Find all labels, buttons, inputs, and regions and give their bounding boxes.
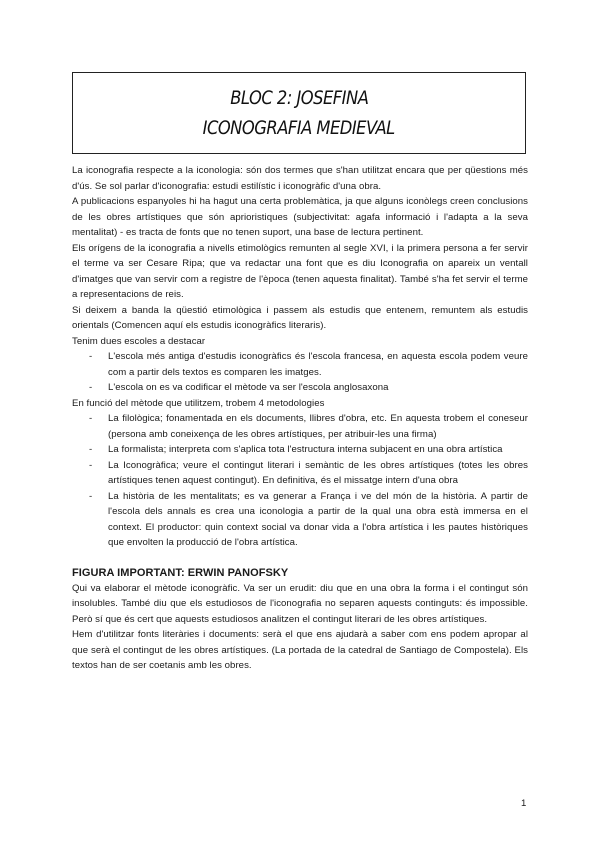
list-item [72,380,528,396]
list-item-text: L'escola on es va codificar el mètode va ser l'escola anglosaxona [108,382,389,393]
list-item [72,349,528,380]
list-item-text: La formalista; interpreta com s'aplica tota l'estructura interna subjacent en una obra artística [108,444,503,455]
list-item-text: La història de les mentalitats; es va generar a França i ve del món de la història. A partir de l'escola dels annals es crea una iconologia a partir de la qual una obra està immersa en el context. El productor: quin context social va donar vida a l'obra artística i les pautes històriques que envolten la producció de l'obra artística. [108,490,528,548]
list-item [72,442,528,458]
bullet-dash: - [89,382,93,393]
list-item-text: L'escola més antiga d'estudis iconogràfics és l'escola francesa, en aquesta escola podem veure com a partir dels textos es comparen les imatges. [108,351,528,378]
methodologies-list [72,411,528,551]
paragraph-iconografia: La iconografia respecte a la iconologia: són dos termes que s'han utilitzat encara que per qüestions més d'ús. Se sol parlar d'iconografia: estudi estilístic i iconogràfic d'una obra. [72,165,528,192]
paragraph-panofsky: Qui va elaborar el mètode iconogràfic. Va ser un erudit: diu que en una obra la forma i el contingut són insolubles. També diu que els estudiosos de l'iconografia no separen aquests continguts: és impossible. Però sí que és cert que aquests estudiosos analitzen el contingut literari de les obres artístiques. [72,582,528,625]
title-box [72,72,526,154]
bullet-dash: - [89,459,93,471]
paragraph-origens: Els orígens de la iconografia a nivells etimològics remunten al segle XVI, i la primera persona a fer servir el terme va ser Cesare Ripa; que va redactar una font que es diu Iconografia on apareix un ventall d'imatges que van servir com a registre de l'època (tenen aquesta finalitat). També s'ha fet servir el terme a representacions de reis. [72,242,528,300]
list-item [72,489,528,551]
list-item [72,458,528,489]
bullet-dash: - [89,444,93,455]
paragraph-publicacions: A publicacions espanyoles hi ha hagut una certa problemàtica, ja que alguns iconòlegs creen conclusions de les obres artístiques que són aprioristiques (subjectivitat: agafa informació i l'adapta a la seva mentalitat) - es tracta de fonts que no tenen suport, una base de lectura pertinent. [72,196,528,238]
bullet-dash: - [89,413,93,424]
bullet-dash: - [89,490,93,502]
title-line-1: BLOC 2: JOSEFINA [229,87,369,109]
paragraph-fonts-literaries: Hem d'utilitzar fonts literàries i documents: serà el que ens ajudarà a saber com ens podem apropar al que serà el contingut de les obres artístiques. (La portada de la catedral de Santiago de Compostela). Els textos han de ser coetanis amb les obres. [72,629,528,671]
page-number: 1 [521,798,527,809]
list-item [72,411,528,442]
document-body [72,163,528,674]
paragraph-escoles-intro: Tenim dues escoles a destacar [72,335,206,347]
list-item-text: La Iconogràfica; veure el contingut literari i semàntic de les obres artístiques (totes les obres artístiques tenen aquest contingut). En definitiva, és el missatge intern d'una obra [108,459,528,486]
paragraph-estudis-orientals: Si deixem a banda la qüestió etimològica i passem als estudis que entenem, remuntem als estudis orientals (Comencen aquí els estudis iconogràfics literaris). [72,304,528,331]
list-item-text: La filològica; fonamentada en els documents, llibres d'obra, etc. En aquesta trobem el coneseur (persona amb coneixença de les obres artístiques, per atribuir-les una firma) [108,413,528,440]
section-heading: FIGURA IMPORTANT: ERWIN PANOFSKY [72,566,289,579]
bullet-dash: - [89,351,93,362]
schools-list [72,349,528,396]
title-line-2: ICONOGRAFIA MEDIEVAL [202,117,396,139]
paragraph-metodologies-intro: En funció del mètode que utilitzem, trobem 4 metodologies [72,397,325,409]
